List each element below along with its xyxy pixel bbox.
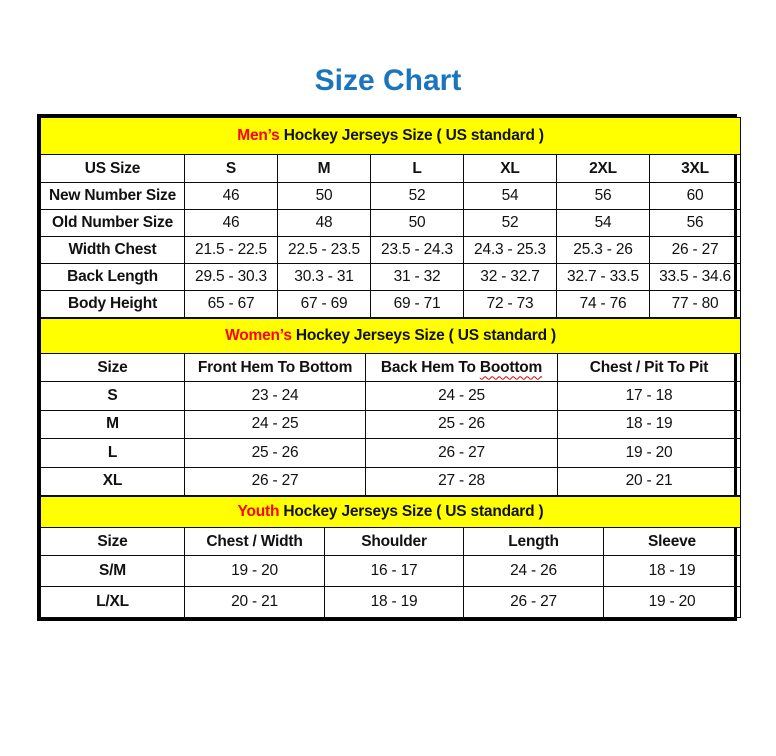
youth-col-header: Chest / Width [185, 528, 325, 556]
data-cell: 50 [371, 210, 464, 237]
data-cell: 69 - 71 [371, 291, 464, 318]
row-label: S/M [41, 556, 185, 587]
data-cell: 52 [371, 183, 464, 210]
table-row [41, 467, 741, 496]
mens-col-header: 2XL [557, 155, 650, 183]
row-label: New Number Size [41, 183, 185, 210]
table-row [41, 291, 741, 318]
youth-section-title: Hockey Jerseys Size ( US standard ) [283, 503, 544, 520]
data-cell: 26 - 27 [464, 587, 604, 618]
data-cell: 24 - 25 [185, 410, 366, 439]
youth-col-header: Shoulder [325, 528, 464, 556]
mens-col-header: M [278, 155, 371, 183]
data-cell: 24 - 26 [464, 556, 604, 587]
mens-col-header: 3XL [650, 155, 741, 183]
data-cell: 32.7 - 33.5 [557, 264, 650, 291]
table-row [41, 439, 741, 468]
mens-section-accent: Men’s [237, 127, 280, 144]
data-cell: 20 - 21 [558, 467, 741, 496]
data-cell: 32 - 32.7 [464, 264, 557, 291]
data-cell: 19 - 20 [185, 556, 325, 587]
data-cell: 52 [464, 210, 557, 237]
womens-section-title: Hockey Jerseys Size ( US standard ) [295, 327, 556, 344]
data-cell: 54 [464, 183, 557, 210]
size-chart-container [37, 114, 737, 621]
data-cell: 24 - 25 [366, 382, 558, 411]
data-cell: 19 - 20 [558, 439, 741, 468]
womens-col-header-back-hem [366, 354, 558, 382]
youth-section-header [41, 497, 741, 528]
data-cell: 33.5 - 34.6 [650, 264, 741, 291]
row-label: XL [41, 467, 185, 496]
data-cell: 29.5 - 30.3 [185, 264, 278, 291]
data-cell: 18 - 19 [604, 556, 741, 587]
data-cell: 23 - 24 [185, 382, 366, 411]
row-label: L/XL [41, 587, 185, 618]
mens-section-header [41, 118, 741, 155]
data-cell: 25 - 26 [366, 410, 558, 439]
table-row [41, 237, 741, 264]
data-cell: 54 [557, 210, 650, 237]
youth-column-header-row [41, 528, 741, 556]
row-label: Back Length [41, 264, 185, 291]
data-cell: 26 - 27 [185, 467, 366, 496]
table-row [41, 410, 741, 439]
data-cell: 56 [650, 210, 741, 237]
data-cell: 22.5 - 23.5 [278, 237, 371, 264]
mens-section-header-row [41, 118, 741, 155]
data-cell: 19 - 20 [604, 587, 741, 618]
row-label: Width Chest [41, 237, 185, 264]
data-cell: 67 - 69 [278, 291, 371, 318]
data-cell: 23.5 - 24.3 [371, 237, 464, 264]
back-hem-label: Back Hem To [380, 358, 476, 376]
data-cell: 25.3 - 26 [557, 237, 650, 264]
row-label: M [41, 410, 185, 439]
row-label: Old Number Size [41, 210, 185, 237]
womens-column-header-row [41, 354, 741, 382]
table-row [41, 210, 741, 237]
data-cell: 26 - 27 [650, 237, 741, 264]
data-cell: 18 - 19 [558, 410, 741, 439]
youth-section-header-row [41, 497, 741, 528]
mens-column-header-row [41, 155, 741, 183]
mens-section-title: Hockey Jerseys Size ( US standard ) [283, 127, 544, 144]
data-cell: 25 - 26 [185, 439, 366, 468]
data-cell: 74 - 76 [557, 291, 650, 318]
row-label: Body Height [41, 291, 185, 318]
data-cell: 72 - 73 [464, 291, 557, 318]
data-cell: 30.3 - 31 [278, 264, 371, 291]
data-cell: 24.3 - 25.3 [464, 237, 557, 264]
mens-col-header: XL [464, 155, 557, 183]
womens-col-header: Front Hem To Bottom [185, 354, 366, 382]
mens-col-header: US Size [41, 155, 185, 183]
data-cell: 56 [557, 183, 650, 210]
mens-col-header: L [371, 155, 464, 183]
table-row [41, 183, 741, 210]
mens-col-header: S [185, 155, 278, 183]
womens-col-header: Size [41, 354, 185, 382]
data-cell: 65 - 67 [185, 291, 278, 318]
data-cell: 18 - 19 [325, 587, 464, 618]
womens-section-accent: Women’s [225, 327, 292, 344]
data-cell: 50 [278, 183, 371, 210]
youth-size-table [40, 496, 741, 618]
womens-size-table [40, 318, 741, 496]
mens-size-table [40, 117, 741, 318]
data-cell: 48 [278, 210, 371, 237]
womens-section-header-row [41, 319, 741, 354]
data-cell: 20 - 21 [185, 587, 325, 618]
page-title: Size Chart [314, 64, 462, 97]
data-cell: 60 [650, 183, 741, 210]
data-cell: 27 - 28 [366, 467, 558, 496]
table-row [41, 382, 741, 411]
table-row [41, 264, 741, 291]
data-cell: 46 [185, 210, 278, 237]
table-row [41, 587, 741, 618]
data-cell: 31 - 32 [371, 264, 464, 291]
row-label: S [41, 382, 185, 411]
data-cell: 17 - 18 [558, 382, 741, 411]
data-cell: 46 [185, 183, 278, 210]
data-cell: 21.5 - 22.5 [185, 237, 278, 264]
data-cell: 26 - 27 [366, 439, 558, 468]
row-label: L [41, 439, 185, 468]
back-hem-misspelled-word: Boottom [479, 358, 543, 376]
womens-section-header [41, 319, 741, 354]
youth-section-accent: Youth [237, 503, 280, 520]
youth-col-header: Size [41, 528, 185, 556]
youth-col-header: Sleeve [604, 528, 741, 556]
youth-col-header: Length [464, 528, 604, 556]
womens-col-header: Chest / Pit To Pit [558, 354, 741, 382]
table-row [41, 556, 741, 587]
data-cell: 77 - 80 [650, 291, 741, 318]
data-cell: 16 - 17 [325, 556, 464, 587]
